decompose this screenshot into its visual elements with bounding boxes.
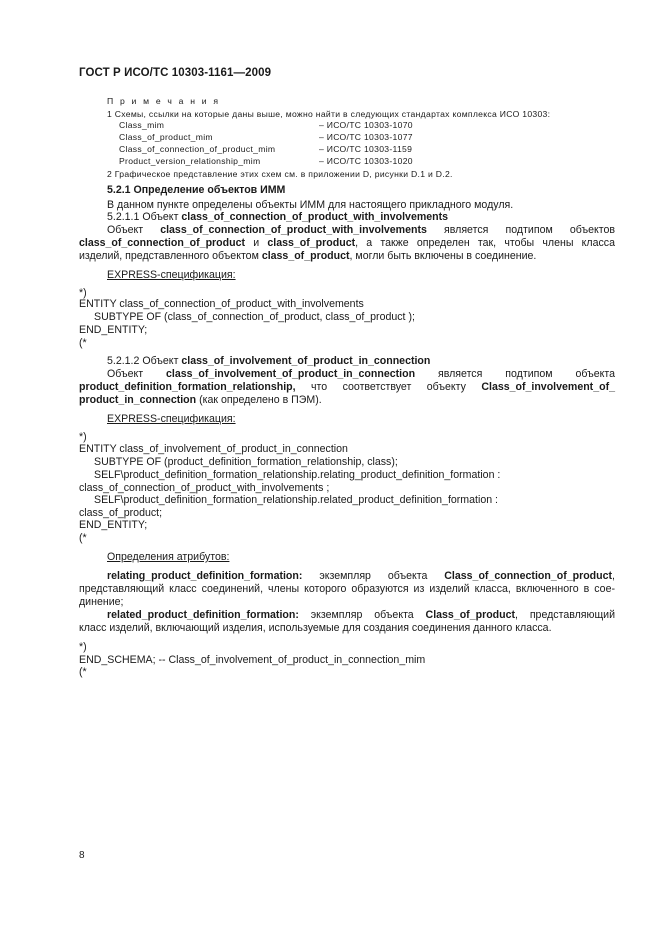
code-line: END_ENTITY; xyxy=(79,519,148,531)
paragraph-line: представляющий класс соединений, члены которого образуются из изделий класса, включенного в сое- xyxy=(79,583,615,595)
paragraph-line: изделий, представленного объектом class_of_product, могли быть включены в соединение. xyxy=(79,250,537,262)
schema-name: Class_of_connection_of_product_mim xyxy=(119,144,276,154)
paragraph-line: relating_product_definition_formation: экземпляр объекта Class_of_connection_of_product, xyxy=(107,570,615,582)
code-line: SELF\product_definition_formation_relationship.related_product_definition_formation : xyxy=(94,494,498,506)
schema-name: Class_of_product_mim xyxy=(119,132,213,142)
schema-standard: – ИСО/ТС 10303-1070 xyxy=(319,120,413,130)
note-2: 2 Графическое представление этих схем см. в приложении D, рисунки D.1 и D.2. xyxy=(107,169,453,179)
entity-heading-2: 5.2.1.2 Объект class_of_involvement_of_product_in_connection xyxy=(107,355,431,367)
paragraph-line: Объект class_of_connection_of_product_with_involvements является подтипом объектов xyxy=(107,224,615,236)
paragraph-line: Объект class_of_involvement_of_product_in_connection является подтипом объекта xyxy=(107,368,615,380)
paragraph-line: product_in_connection (как определено в ПЭМ). xyxy=(79,394,322,406)
paragraph-line: class_of_connection_of_product и class_of_product, а также определен так, чтобы члены класса xyxy=(79,237,615,249)
paragraph-line: динение; xyxy=(79,596,124,608)
code-line: (* xyxy=(79,337,87,349)
express-label: EXPRESS-спецификация: xyxy=(107,269,236,281)
schema-name: Product_version_relationship_mim xyxy=(119,156,261,166)
section-heading: 5.2.1 Определение объектов ИММ xyxy=(107,184,286,196)
paragraph-line: product_definition_formation_relationship, что соответствует объекту Class_of_involvement_of_ xyxy=(79,381,615,393)
schema-standard: – ИСО/ТС 10303-1159 xyxy=(319,144,413,154)
code-line: class_of_connection_of_product_with_involvements ; xyxy=(79,482,330,494)
attributes-label: Определения атрибутов: xyxy=(107,551,230,563)
paragraph-line: класс изделий, включающий изделия, используемые для создания соединения данного класса. xyxy=(79,622,552,634)
code-line: *) xyxy=(79,287,87,299)
page-number: 8 xyxy=(79,850,85,861)
paragraph-line: related_product_definition_formation: экземпляр объекта Class_of_product, представляющий xyxy=(107,609,616,621)
code-line: END_ENTITY; xyxy=(79,324,148,336)
express-label: EXPRESS-спецификация: xyxy=(107,413,236,425)
code-line: ENTITY class_of_connection_of_product_with_involvements xyxy=(79,298,364,310)
document-header: ГОСТ Р ИСО/ТС 10303-1161—2009 xyxy=(79,67,272,79)
code-line: ENTITY class_of_involvement_of_product_in_connection xyxy=(79,443,348,455)
section-intro: В данном пункте определены объекты ИММ для настоящего прикладного модуля. xyxy=(107,199,514,211)
code-line: SELF\product_definition_formation_relationship.relating_product_definition_formation : xyxy=(94,469,501,481)
entity-heading-1: 5.2.1.1 Объект class_of_connection_of_product_with_involvements xyxy=(107,211,449,223)
schema-standard: – ИСО/ТС 10303-1077 xyxy=(319,132,413,142)
code-line: SUBTYPE OF (class_of_connection_of_product, class_of_product ); xyxy=(94,311,415,323)
schema-name: Class_mim xyxy=(119,120,165,130)
note-1: 1 Схемы, ссылки на которые даны выше, можно найти в следующих стандартах комплекса ИСО 10303: xyxy=(107,109,551,119)
code-line: *) xyxy=(79,431,87,443)
code-line: (* xyxy=(79,666,87,678)
code-line: *) xyxy=(79,641,87,653)
code-line: SUBTYPE OF (product_definition_formation_relationship, class); xyxy=(94,456,398,468)
code-line: (* xyxy=(79,532,87,544)
code-line: class_of_product; xyxy=(79,507,163,519)
schema-standard: – ИСО/ТС 10303-1020 xyxy=(319,156,413,166)
code-line: END_SCHEMA; -- Class_of_involvement_of_product_in_connection_mim xyxy=(79,654,426,666)
notes-title: П р и м е ч а н и я xyxy=(107,96,221,106)
